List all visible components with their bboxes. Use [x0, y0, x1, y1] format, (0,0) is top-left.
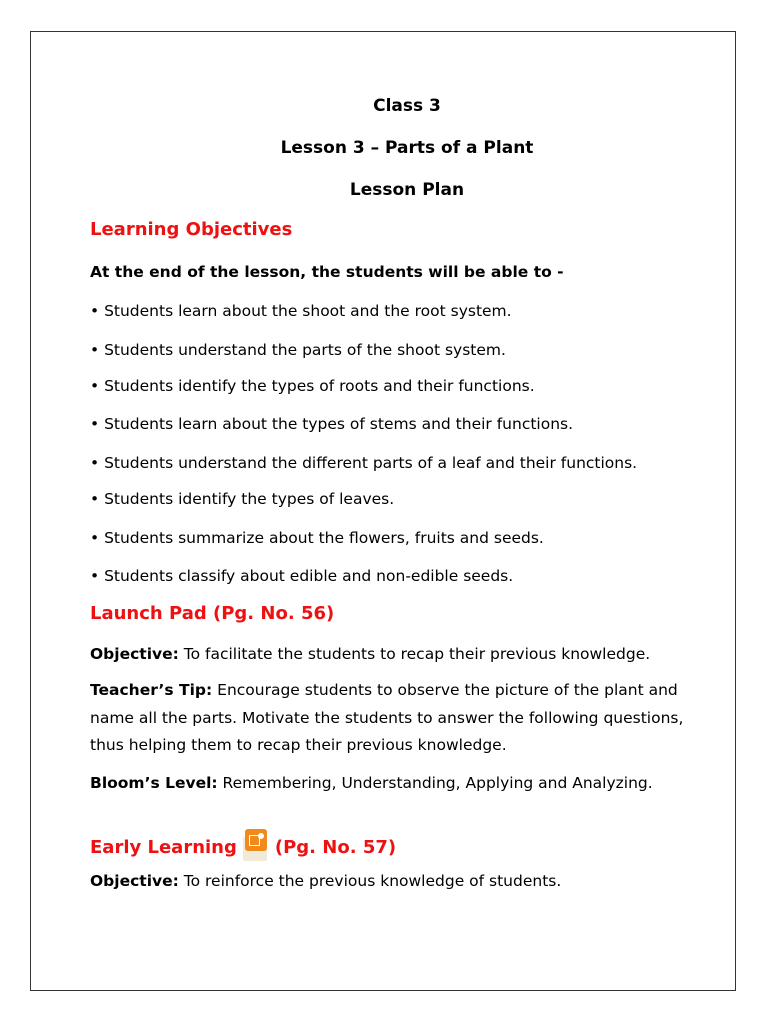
learning-objectives-heading: Learning Objectives	[90, 219, 293, 240]
early-learning-heading	[90, 829, 396, 861]
launch-pad-heading: Launch Pad (Pg. No. 56)	[90, 603, 335, 624]
launch-pad-objective	[90, 644, 650, 664]
objective-text: To facilitate the students to recap their previous knowledge.	[178, 645, 651, 663]
presentation-icon[interactable]	[241, 829, 269, 861]
early-objective-text: To reinforce the previous knowledge of students.	[178, 872, 562, 890]
lesson-title: Lesson 3 – Parts of a Plant	[280, 138, 534, 158]
objective-bullet-1: • Students learn about the shoot and the root system.	[90, 302, 512, 320]
early-objective-label: Objective:	[90, 872, 179, 890]
objectives-intro: At the end of the lesson, the students will be able to -	[90, 263, 564, 281]
objective-bullet-8: • Students classify about edible and non-edible seeds.	[90, 567, 514, 585]
objective-bullet-5: • Students understand the different parts of a leaf and their functions.	[90, 454, 638, 472]
teachers-tip-label: Teacher’s Tip:	[90, 681, 213, 699]
class-title: Class 3	[373, 96, 441, 116]
teachers-tip-text: Encourage students to observe the picture of the plant and name all the parts. Motivate the students to answer the following questions, thus helping them to recap their previous knowledge.	[90, 681, 684, 754]
early-learning-page-ref: (Pg. No. 57)	[274, 837, 397, 858]
objective-bullet-4: • Students learn about the types of stems and their functions.	[90, 415, 574, 433]
blooms-level-text: Remembering, Understanding, Applying and Analyzing.	[217, 774, 653, 792]
early-learning-title: Early Learning	[90, 837, 237, 858]
objective-bullet-3: • Students identify the types of roots and their functions.	[90, 377, 535, 395]
document-page	[30, 31, 736, 991]
blooms-level	[90, 773, 653, 793]
objective-bullet-2: • Students understand the parts of the shoot system.	[90, 341, 506, 359]
objective-bullet-7: • Students summarize about the flowers, fruits and seeds.	[90, 529, 544, 547]
teachers-tip	[90, 677, 722, 760]
objective-bullet-6: • Students identify the types of leaves.	[90, 490, 395, 508]
blooms-level-label: Bloom’s Level:	[90, 774, 218, 792]
plan-title: Lesson Plan	[349, 180, 465, 200]
objective-label: Objective:	[90, 645, 179, 663]
early-learning-objective	[90, 871, 561, 891]
